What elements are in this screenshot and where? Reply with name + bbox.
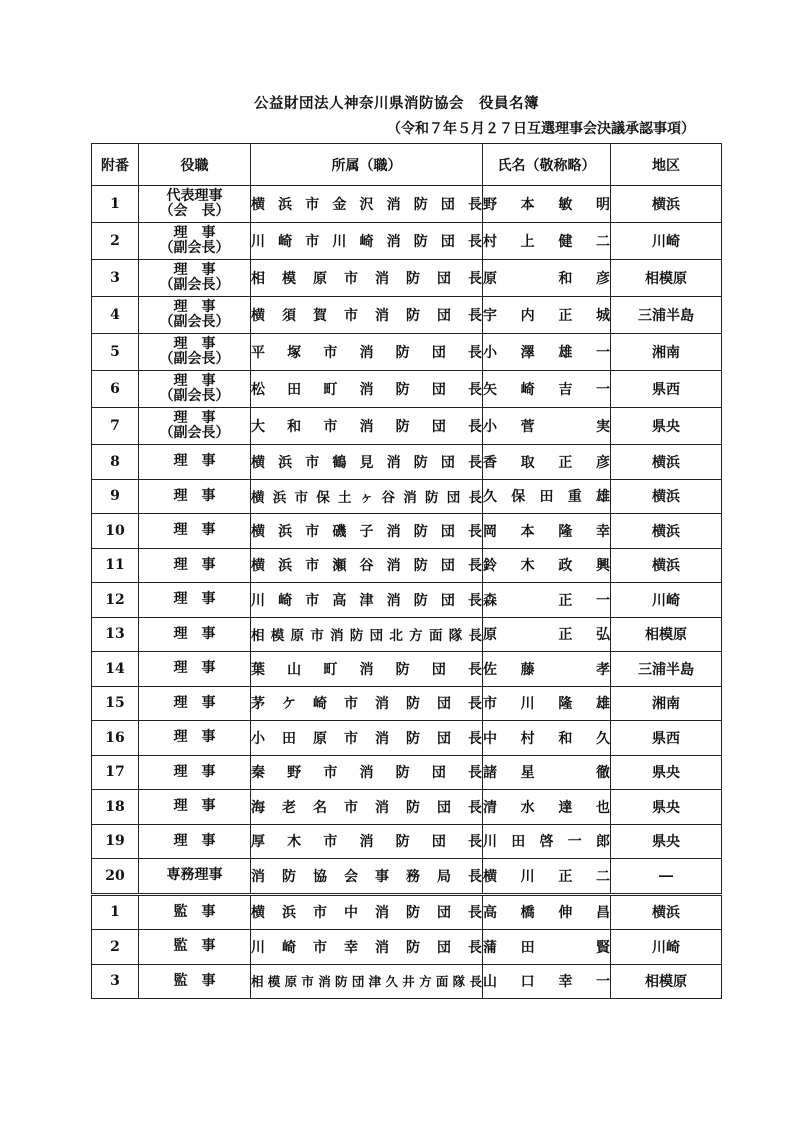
position-line: 理 事 [173, 299, 216, 315]
name-text: 市川隆雄 [483, 696, 610, 713]
row-district: 県央 [611, 790, 722, 825]
affiliation-text: 海老名市消防団長 [251, 799, 482, 816]
row-position [139, 223, 251, 260]
affiliation-text: 相模原市消防団北方面隊長 [251, 628, 482, 645]
row-affiliation [251, 297, 483, 334]
row-name [483, 652, 611, 687]
name-text: 原 和彦 [483, 271, 610, 287]
row-number: 16 [92, 721, 139, 756]
table-row [92, 930, 722, 965]
affiliation-text: 葉山町消防団長 [251, 661, 482, 678]
row-district: 川崎 [611, 583, 722, 618]
table-row [92, 652, 722, 687]
row-district: 県西 [611, 371, 722, 408]
position-line: 理 事 [173, 336, 216, 352]
affiliation-text: 茅ケ崎市消防団長 [251, 696, 482, 713]
row-number: 3 [92, 260, 139, 297]
row-district: 川崎 [611, 930, 722, 965]
position-line: 理 事 [173, 522, 216, 539]
affiliation-text: 相模原市消防団長 [251, 271, 482, 287]
row-position [139, 514, 251, 549]
row-district: 横浜 [611, 548, 722, 583]
position-line: 理 事 [173, 225, 216, 241]
row-affiliation [251, 479, 483, 514]
name-text: 原 正弘 [483, 627, 610, 644]
row-number: 15 [92, 686, 139, 721]
position-line: （副会長） [159, 351, 230, 367]
position-line: 専務理事 [166, 867, 223, 884]
row-name [483, 548, 611, 583]
row-affiliation [251, 652, 483, 687]
row-name [483, 445, 611, 480]
row-position [139, 583, 251, 618]
row-name [483, 514, 611, 549]
table-row [92, 223, 722, 260]
table-row [92, 686, 722, 721]
header-affiliation: 所属（職） [251, 144, 483, 186]
table-row [92, 514, 722, 549]
document-title: 公益財団法人神奈川県消防協会 役員名簿 [254, 95, 539, 112]
name-text: 小澤雄一 [483, 345, 610, 361]
row-position [139, 930, 251, 965]
table-row [92, 859, 722, 895]
row-district: 三浦半島 [611, 297, 722, 334]
row-district: 県央 [611, 824, 722, 859]
row-district: 川崎 [611, 223, 722, 260]
table-header-row [92, 144, 722, 186]
table-row [92, 408, 722, 445]
row-number: 1 [92, 186, 139, 223]
row-district: 湘南 [611, 686, 722, 721]
name-text: 野本敏明 [483, 197, 610, 213]
row-number: 1 [92, 894, 139, 930]
name-text: 中村和久 [483, 730, 610, 747]
row-name [483, 894, 611, 930]
row-name [483, 583, 611, 618]
row-district: 三浦半島 [611, 652, 722, 687]
row-affiliation [251, 824, 483, 859]
position-line: 理 事 [173, 660, 216, 677]
name-text: 香取正彦 [483, 454, 610, 471]
table-row [92, 186, 722, 223]
row-position [139, 334, 251, 371]
row-district: 横浜 [611, 186, 722, 223]
name-text: 高橋伸昌 [483, 905, 610, 922]
row-number: 10 [92, 514, 139, 549]
row-name [483, 930, 611, 965]
row-district: 横浜 [611, 479, 722, 514]
table-row [92, 445, 722, 480]
position-line: 理 事 [173, 798, 216, 815]
row-district: 湘南 [611, 334, 722, 371]
name-text: 森 正一 [483, 592, 610, 609]
row-name [483, 297, 611, 334]
table-row [92, 617, 722, 652]
affiliation-text: 平塚市消防団長 [251, 345, 482, 361]
row-position [139, 371, 251, 408]
row-number: 4 [92, 297, 139, 334]
row-affiliation [251, 445, 483, 480]
table-row [92, 297, 722, 334]
row-affiliation [251, 721, 483, 756]
position-line: （副会長） [159, 277, 230, 293]
row-number: 17 [92, 755, 139, 790]
position-line: （副会長） [159, 240, 230, 256]
row-affiliation [251, 964, 483, 999]
row-district: 県西 [611, 721, 722, 756]
row-position [139, 445, 251, 480]
name-text: 川田啓一郎 [483, 834, 610, 851]
row-number: 5 [92, 334, 139, 371]
position-line: （会 長） [159, 203, 230, 219]
position-line: 監 事 [173, 903, 216, 920]
name-text: 矢崎吉一 [483, 382, 610, 398]
affiliation-text: 大和市消防団長 [251, 419, 482, 435]
name-text: 岡本隆幸 [483, 523, 610, 540]
row-position [139, 297, 251, 334]
position-line: 理 事 [173, 694, 216, 711]
row-name [483, 223, 611, 260]
row-number: 20 [92, 859, 139, 895]
officer-roster-table [91, 143, 722, 999]
row-number: 18 [92, 790, 139, 825]
row-number: 2 [92, 223, 139, 260]
position-line: 理 事 [173, 591, 216, 608]
name-text: 諸星 徹 [483, 765, 610, 782]
name-text: 山口幸一 [483, 974, 610, 991]
position-line: 理 事 [173, 373, 216, 389]
row-name [483, 686, 611, 721]
row-affiliation [251, 930, 483, 965]
position-line: （副会長） [159, 314, 230, 330]
table-row [92, 479, 722, 514]
name-text: 小菅 実 [483, 419, 610, 435]
row-number: 8 [92, 445, 139, 480]
affiliation-text: 相模原市消防団津久井方面隊長 [251, 974, 482, 990]
row-district: ― [611, 859, 722, 895]
position-line: 理 事 [173, 487, 216, 504]
position-line: （副会長） [159, 425, 230, 441]
header-position: 役職 [139, 144, 251, 186]
name-text: 横川正二 [483, 868, 610, 885]
table-row [92, 894, 722, 930]
position-line: 理 事 [173, 453, 216, 470]
row-affiliation [251, 514, 483, 549]
row-district: 相模原 [611, 964, 722, 999]
row-affiliation [251, 334, 483, 371]
row-position [139, 859, 251, 895]
row-affiliation [251, 548, 483, 583]
row-district: 相模原 [611, 260, 722, 297]
affiliation-text: 横浜市保土ヶ谷消防団長 [251, 490, 482, 507]
affiliation-text: 秦野市消防団長 [251, 765, 482, 782]
affiliation-text: 横浜市瀬谷消防団長 [251, 558, 482, 575]
row-position [139, 408, 251, 445]
table-row [92, 755, 722, 790]
row-name [483, 964, 611, 999]
row-position [139, 652, 251, 687]
table-row [92, 371, 722, 408]
table-row [92, 260, 722, 297]
name-text: 村上健二 [483, 234, 610, 250]
row-position [139, 894, 251, 930]
table-row [92, 824, 722, 859]
row-name [483, 334, 611, 371]
row-affiliation [251, 408, 483, 445]
row-number: 14 [92, 652, 139, 687]
name-text: 佐藤 孝 [483, 661, 610, 678]
row-name [483, 186, 611, 223]
row-name [483, 790, 611, 825]
row-name [483, 859, 611, 895]
row-affiliation [251, 686, 483, 721]
row-position [139, 260, 251, 297]
row-number: 2 [92, 930, 139, 965]
row-number: 3 [92, 964, 139, 999]
position-line: 理 事 [173, 410, 216, 426]
position-line: 理 事 [173, 729, 216, 746]
row-district: 県央 [611, 755, 722, 790]
row-position [139, 755, 251, 790]
position-line: 理 事 [173, 556, 216, 573]
row-position [139, 548, 251, 583]
row-district: 県央 [611, 408, 722, 445]
row-name [483, 617, 611, 652]
affiliation-text: 横須賀市消防団長 [251, 308, 482, 324]
position-line: （副会長） [159, 388, 230, 404]
table-row [92, 721, 722, 756]
row-affiliation [251, 260, 483, 297]
row-name [483, 721, 611, 756]
table-row [92, 583, 722, 618]
row-number: 11 [92, 548, 139, 583]
row-position [139, 686, 251, 721]
row-name [483, 479, 611, 514]
row-number: 12 [92, 583, 139, 618]
row-number: 19 [92, 824, 139, 859]
affiliation-text: 横浜市鶴見消防団長 [251, 454, 482, 471]
name-text: 鈴木政興 [483, 558, 610, 575]
affiliation-text: 松田町消防団長 [251, 382, 482, 398]
position-line: 理 事 [173, 262, 216, 278]
row-position [139, 186, 251, 223]
position-line: 理 事 [173, 625, 216, 642]
position-line: 監 事 [173, 972, 216, 989]
row-affiliation [251, 223, 483, 260]
row-number: 13 [92, 617, 139, 652]
row-number: 6 [92, 371, 139, 408]
row-number: 9 [92, 479, 139, 514]
name-text: 久保田重雄 [483, 489, 610, 506]
table-row [92, 790, 722, 825]
row-affiliation [251, 894, 483, 930]
affiliation-text: 小田原市消防団長 [251, 730, 482, 747]
row-district: 横浜 [611, 894, 722, 930]
row-name [483, 824, 611, 859]
affiliation-text: 横浜市中消防団長 [251, 905, 482, 922]
row-name [483, 755, 611, 790]
row-district: 横浜 [611, 445, 722, 480]
document-subtitle: （令和７年５月２７日互選理事会決議承認事項） [387, 121, 695, 137]
row-number: 7 [92, 408, 139, 445]
position-line: 理 事 [173, 763, 216, 780]
header-number: 附番 [92, 144, 139, 186]
row-position [139, 617, 251, 652]
table-row [92, 964, 722, 999]
affiliation-text: 横浜市磯子消防団長 [251, 523, 482, 540]
name-text: 蒲田 賢 [483, 939, 610, 956]
row-name [483, 408, 611, 445]
header-district: 地区 [611, 144, 722, 186]
affiliation-text: 消防協会事務局長 [251, 868, 482, 885]
position-line: 代表理事 [166, 188, 223, 204]
row-affiliation [251, 186, 483, 223]
row-position [139, 964, 251, 999]
table-body [92, 186, 722, 999]
row-position [139, 824, 251, 859]
affiliation-text: 川崎市幸消防団長 [251, 939, 482, 956]
name-text: 宇内正城 [483, 308, 610, 324]
row-district: 相模原 [611, 617, 722, 652]
position-line: 理 事 [173, 832, 216, 849]
row-name [483, 371, 611, 408]
affiliation-text: 川崎市川崎消防団長 [251, 234, 482, 250]
name-text: 清水達也 [483, 799, 610, 816]
position-line: 監 事 [173, 938, 216, 955]
affiliation-text: 厚木市消防団長 [251, 834, 482, 851]
row-affiliation [251, 755, 483, 790]
header-name: 氏名（敬称略） [483, 144, 611, 186]
table-row [92, 548, 722, 583]
row-position [139, 721, 251, 756]
row-affiliation [251, 790, 483, 825]
row-district: 横浜 [611, 514, 722, 549]
row-affiliation [251, 583, 483, 618]
affiliation-text: 川崎市高津消防団長 [251, 592, 482, 609]
row-affiliation [251, 617, 483, 652]
row-affiliation [251, 859, 483, 895]
table-row [92, 334, 722, 371]
affiliation-text: 横浜市金沢消防団長 [251, 197, 482, 213]
row-position [139, 790, 251, 825]
row-position [139, 479, 251, 514]
row-name [483, 260, 611, 297]
row-affiliation [251, 371, 483, 408]
